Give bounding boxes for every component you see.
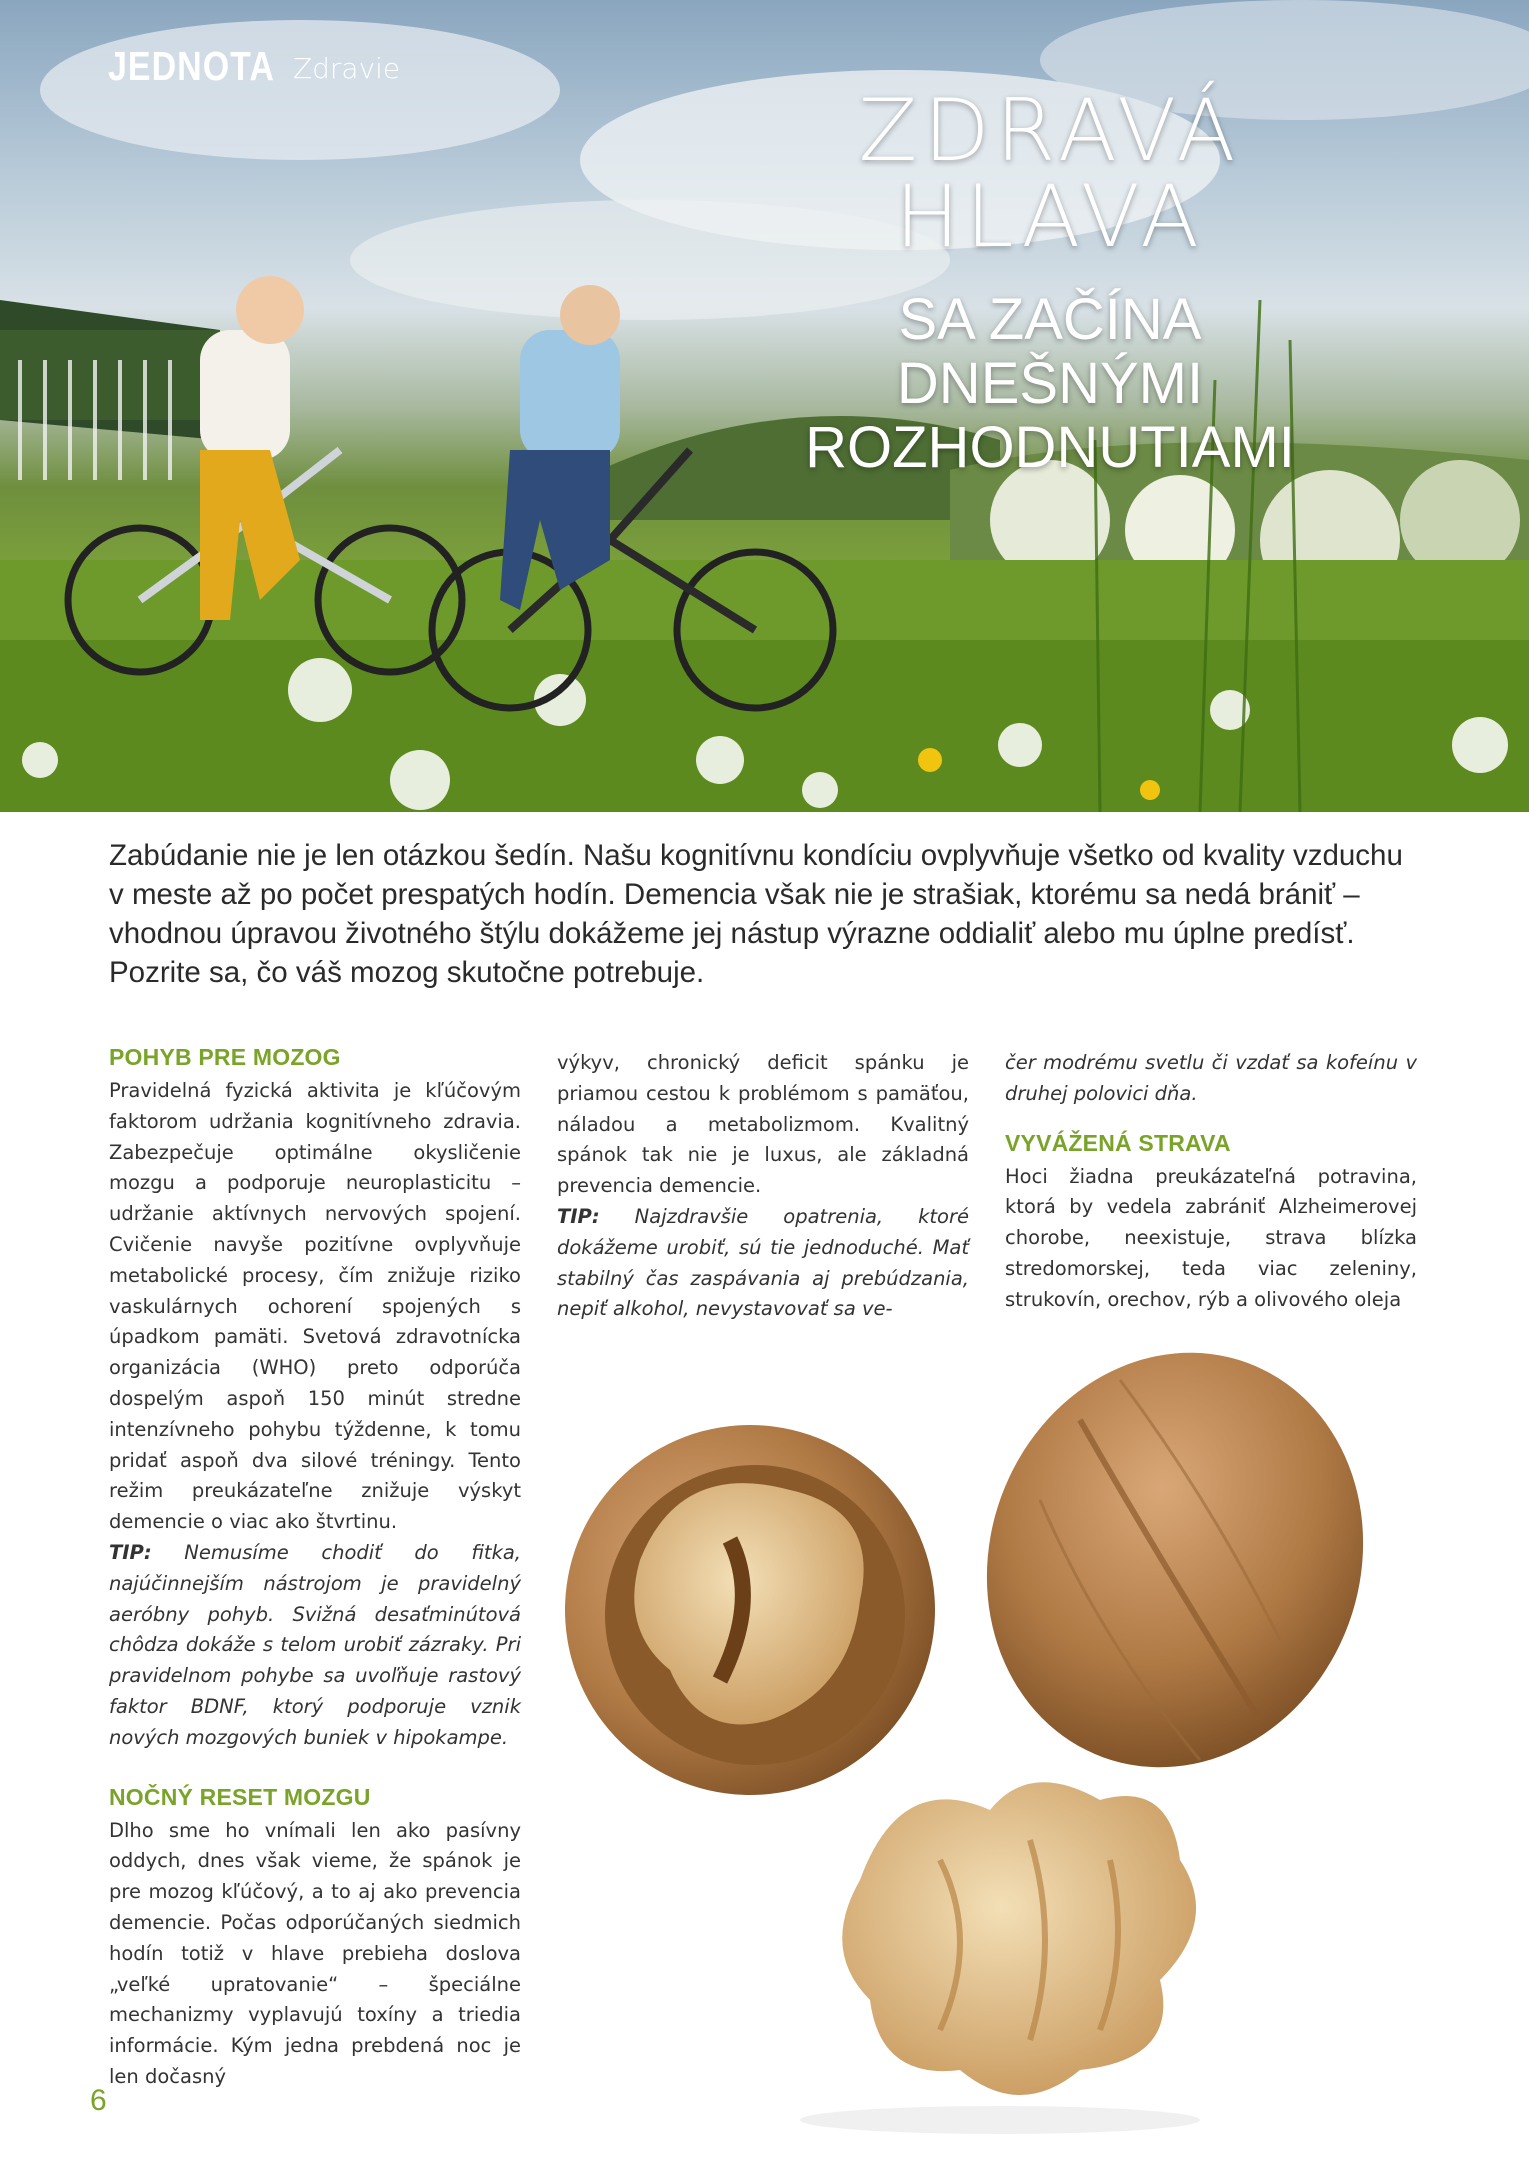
tip-text: Nemusíme chodiť do fitka, najúčinnejším nástrojom je pravidelný aeróbny pohyb. Svižná desaťminútová chôdza dokáže s telom urobiť zázraky. Pri pravidelnom pohybe sa uvoľňuje rastový faktor BDNF, ktorý podporuje vznik nových mozgových buniek v hipokampe. bbox=[109, 1540, 522, 1749]
tip-spanok-cont: čer modrému svetlu či vzdať sa kofeínu v druhej polovici dňa. bbox=[1005, 1051, 1417, 1105]
tip-label: TIP: bbox=[557, 1204, 600, 1228]
tip-pohyb bbox=[109, 1538, 521, 1754]
title-line-1: ZDRAVÁ HLAVA bbox=[858, 81, 1242, 267]
column-3 bbox=[1005, 1048, 1417, 1316]
section-heading-strava: VYVÁŽENÁ STRAVA bbox=[1005, 1129, 1231, 1156]
hero-photo bbox=[0, 0, 1529, 812]
section-body-pohyb: Pravidelná fyzická aktivita je kľúčovým faktorom udržania kognitívneho zdravia. Zabezpečuje optimálne okysličenie mozgu a podporuje neuroplasticitu – udržanie aktívnych nervových spojení. Cvičenie navyše pozitívne ovplyvňuje metabolické procesy, čím znižuje riziko vaskulárnych ochorení spojených s úpadkom pamäti. Svetová zdravotnícka organizácia (WHO) preto odporúča dospelým aspoň 150 minút stredne intenzívneho pohybu týždenne, k tomu pridať aspoň dva silové tréningy. Tento režim preukázateľne znižuje výskyt demencie o viac ako štvrtinu. bbox=[109, 1079, 521, 1534]
brand-logo: JEDNOTA bbox=[108, 44, 275, 90]
walnuts-image bbox=[560, 1340, 1529, 2140]
section-body-spanok-1: Dlho sme ho vnímali len ako pasívny oddych, dnes však vieme, že spánok je pre mozog kľúčový, a to aj ako prevencia demencie. Počas odporúčaných siedmich hodín totiž v hlave prebieha doslova „veľké upratovanie“ – špeciálne mechanizmy vyplavujú toxíny a triedia informácie. Kým jedna prebdená noc je len dočasný bbox=[109, 1818, 521, 2088]
section-label: Zdravie bbox=[292, 52, 401, 85]
column-1 bbox=[109, 1042, 521, 2093]
section-body-strava: Hoci žiadna preukázateľná potravina, ktorá by vedela zabrániť Alzheimerovej chorobe, neexistuje, strava blízka stredomorskej, teda viac zeleniny, strukovín, orechov, rýb a olivového oleja bbox=[1005, 1164, 1417, 1311]
walnuts-illustration bbox=[560, 1340, 1529, 2140]
page-number: 6 bbox=[90, 2084, 107, 2117]
title-line-3: DNEŠNÝMI bbox=[896, 350, 1204, 416]
tip-text: Najzdravšie opatrenia, ktoré dokážeme urobiť, sú tie jednoduché. Mať stabilný čas zaspávania aj prebúdzania, nepiť alkohol, nevystavovať sa ve- bbox=[557, 1204, 969, 1321]
section-heading-pohyb: POHYB PRE MOZOG bbox=[109, 1044, 341, 1070]
section-heading-spanok: NOČNÝ RESET MOZGU bbox=[109, 1783, 371, 1810]
article-title bbox=[740, 81, 1360, 480]
article-intro: Zabúdanie nie je len otázkou šedín. Našu kognitívnu kondíciu ovplyvňuje všetko od kvality vzduchu v meste až po počet prespatých hodín. Demencia však nie je strašiak, ktorému sa nedá brániť – vhodnou úpravou životného štýlu dokážeme jej nástup výrazne oddialiť alebo mu úplne predísť. Pozrite sa, čo váš mozog skutočne potrebuje. bbox=[109, 839, 1403, 989]
brand-header bbox=[108, 44, 401, 90]
tip-spanok bbox=[557, 1202, 969, 1325]
title-line-4: ROZHODNUTIAMI bbox=[805, 414, 1295, 480]
tip-label: TIP: bbox=[109, 1540, 152, 1564]
column-2 bbox=[557, 1048, 969, 1325]
title-line-2: SA ZAČÍNA bbox=[898, 287, 1202, 352]
section-body-spanok-2: výkyv, chronický deficit spánku je priamou cestou k problémom s pamäťou, náladou a metabolizmom. Kvalitný spánok tak nie je luxus, ale základná prevencia demencie. bbox=[557, 1051, 969, 1198]
